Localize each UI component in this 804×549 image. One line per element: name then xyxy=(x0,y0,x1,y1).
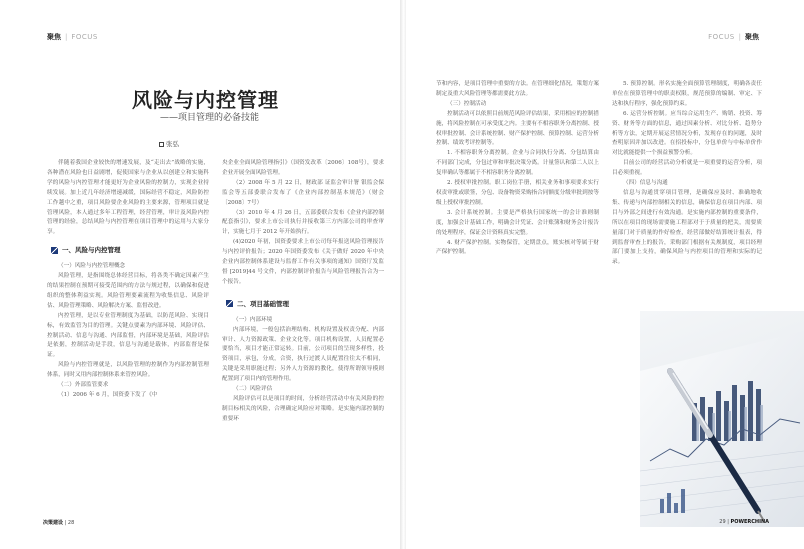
author-byline xyxy=(159,139,179,148)
paragraph: 内部环境，一般包括治理结构、机构设置及权责分配、内部审计、人力资源政策、企业文化等。项目机构设置，人员配置必要恰当，项目才能正常运转。目前，公司项目的呈现多样性，投资项目，承包，分成，合资，执行过渡人员配置往往太不相同，关键是采用职能过程；另外人力资源的教化，使得所谓领导模则配置到了项目内的管理作用。 xyxy=(222,326,384,383)
paragraph: 信息与沟通贯穿项目管理，是确保应及时、准确地收集、传递与内部控制相关的信息，确保信息在项目内部、项目与外部之间进行有效沟通。是实施内部控制的重要条件，所以在项目的现场需要施工程部对于于质量的把关，需要质量部门对于质量的作好检查，经营部做好结算统计报表，得到监督审查上的报告，采购部门根据有关规制度，项目经理部门要加上支持，确保风险与内控项目的管理和实际的记录。 xyxy=(612,189,762,266)
paragraph: （3）2010 年 4 月 26 日，五部委联合发布《企业内部控制配套指引》，要求上市公司执行并接收第三方内部公司的审查审计，实施七月于 2012 年开始执行。 xyxy=(222,209,384,236)
section-tag-right-cn: 聚焦 xyxy=(745,33,759,41)
subsection-heading: （一）内部环境 xyxy=(233,316,273,323)
section-tag-left-en: FOCUS xyxy=(71,33,98,41)
paragraph: 3. 会计系统控制。主要是严格执行国家统一的会计准则制度，加强会计基础工作，明确会计凭证、会计账簿和财务会计报告的处理程序，保证会计资料真实完整。 xyxy=(436,209,599,236)
column-3 xyxy=(436,80,599,258)
paragraph: 1. 不相容职务分离控制。企业与合同执行分离、分包结算由不同部门完成，分包过审和审批决策分离。计量签认和第二人以上复审确认等都属于不相容职务分离控制。 xyxy=(436,150,599,177)
section-tag-right-en: FOCUS xyxy=(708,33,735,41)
photo-illustration xyxy=(640,311,804,527)
paragraph: 节和内容，是项目管理中重要的方法。在管理细化情况，策划方案制定及重大风险管理等都需要此方法。 xyxy=(436,81,599,97)
article-subtitle: ——项目管理的必备技能 xyxy=(160,113,260,123)
section-marker-icon xyxy=(226,300,233,307)
paragraph: 2. 授权审批控制。职工岗位手册，相关业务和事项要求实行权责审批或联签，分包、设备物资采购指合同额度分级审批到按等级上授权审批控制。 xyxy=(436,180,599,206)
section-heading-2 xyxy=(226,300,384,310)
subsection-heading: （四）信息与沟通 xyxy=(623,180,668,187)
paragraph: 内控管理，是以专业管理制度为基础，以防范风险、实现目标，有效监管为目的管理。关键点要素为内部环境、风险评估、控制活动、信息与沟通、内部监督，内部环境是基础，风险评估是依据，控制活动是手段，信息与沟通是载体，内部监督是保证。 xyxy=(47,312,209,359)
article-title: 风险与内控管理 xyxy=(132,88,279,112)
subsection-heading: （二）风险评估 xyxy=(233,386,273,393)
column-1 xyxy=(47,159,209,401)
page-number-left: 28 xyxy=(67,520,75,526)
section-tag-right xyxy=(708,32,759,42)
paragraph: 风险与内控管理就是，以风险管理的控制作为内部控制管理体系，同时又用内部控制体系来管控风险。 xyxy=(47,362,209,379)
section-marker-icon xyxy=(51,247,58,254)
author-box-icon xyxy=(159,142,164,147)
paragraph: 风险管理，是指围绕总体经营目标，将各类不确定因素产生的结果控制在预期可接受范围内的方法与规过程，以确保和促进组织的整体利益实现。风险管理要素流程为收集信息、风险评估、风险管理策略、风险解决方案、监督改进。 xyxy=(47,273,209,309)
column-4 xyxy=(612,80,762,268)
footer-brand-right: POWERCHINA xyxy=(730,519,769,525)
footer-right: 29 | POWERCHINA xyxy=(719,519,769,525)
column-2 xyxy=(222,159,384,425)
author-name: 张弘 xyxy=(166,140,179,148)
section-heading-text: 一、风险与内控管理 xyxy=(62,246,121,255)
paragraph: （2）2008 年 5 月 22 日，财政部 证监会审计署 银监会保监会等五部委联合发布了《企业内部控制基本规范》（财会〔2008〕7号） xyxy=(222,179,384,206)
section-tag-left xyxy=(47,32,98,42)
paragraph: 6. 运营分析控制。应当综合运用生产、购销、投资、筹资、财务等方面的信息，通过因素分析、对比分析、趋势分析等方法，定期开展运营情况分析，发现存在的问题，及时查明原因并加以改进。在招投标中，分包单价与中标单价作对比就能提供一个损益预警分析。 xyxy=(612,110,762,157)
paragraph: （1）2006 年 6 月，国资委下发了《中 xyxy=(58,391,158,398)
paragraph: 央企业全面风险管理指引》（国资发改革〔2006〕108号），要求企业开展全面风险管理。 xyxy=(222,160,384,176)
paragraph: 控制活动可以依照目前规范风险评估结果，采用相应的控制措施，将风险控制在可承受度之内。主要有不相容职务分离控制、授权审批控制、会计系统控制、财产保护控制、预算控制、运营分析控制、绩效考评控制等。 xyxy=(436,110,599,147)
section-heading-1 xyxy=(51,246,209,256)
page-number-right: 29 xyxy=(719,519,726,525)
chart-pen-photo xyxy=(640,311,804,527)
section-heading-text: 二、项目基础管理 xyxy=(237,299,289,308)
paragraph: 伴随着我国企业较快的增速发展，及“走出去”战略的实施，各种潜在风险也日益剧增，促使国家与企业从以创建立和实施科学的风险与内控管理才能更好为企业风险的控制力，实现企业持续发展。加上近几年经济增速减缓，国际经营不稳定，风险防控工作越中之重，项目风险要企业风险的主要来源，管理项目就是管理风险，本人通过多年工程管理，经营管理，审计及风险内控管理的经验，总结风险与内控管理在项目管理中的运用与大家分享。 xyxy=(47,160,209,236)
separator: | xyxy=(65,33,68,41)
footer-left: 决策建设 | 28 xyxy=(43,520,75,526)
subsection-heading: （三）控制活动 xyxy=(447,100,487,107)
subsection-heading: （二）外部监管要求 xyxy=(58,382,109,389)
separator: | xyxy=(738,33,741,41)
subsection-heading: （一）风险与内控管理概念 xyxy=(58,263,126,270)
paragraph: 目前公司的经营活动分析就是一项重要的运营分析，项目必须重视。 xyxy=(612,160,762,177)
paragraph: 风险评估可以是项目的时间，分析经营活动中有关风险的控制目标相关的风险，合理确定风险应对策略。是实施内部控制的重要环 xyxy=(222,395,384,422)
footer-brand-left: 决策建设 xyxy=(43,520,64,526)
section-tag-left-cn: 聚焦 xyxy=(47,33,61,41)
page-gutter xyxy=(400,0,406,549)
paragraph: 5. 预算控制。形名实施全面预算管理制度，明确各责任单位在预算管理中的职责权限，规范预算的编制、审定、下达和执行程序，强化预算约束。 xyxy=(612,81,762,107)
paragraph: (4)2020 年初，国资委要求上市公司每年报送风险管理报告与内控评价报告；2020 年国资委发布《关于做好 2020 年中央企业内部控制体系建设与监督工作有关事项的通知》国资厅发监督 [2019]44 号文件，内部控制评价报告与风险管理报告合为一个报告。 xyxy=(222,239,384,285)
paragraph: 4. 财产保护控制。实物保管，定期盘点，账实核对等属于财产保护控制。 xyxy=(436,239,599,256)
